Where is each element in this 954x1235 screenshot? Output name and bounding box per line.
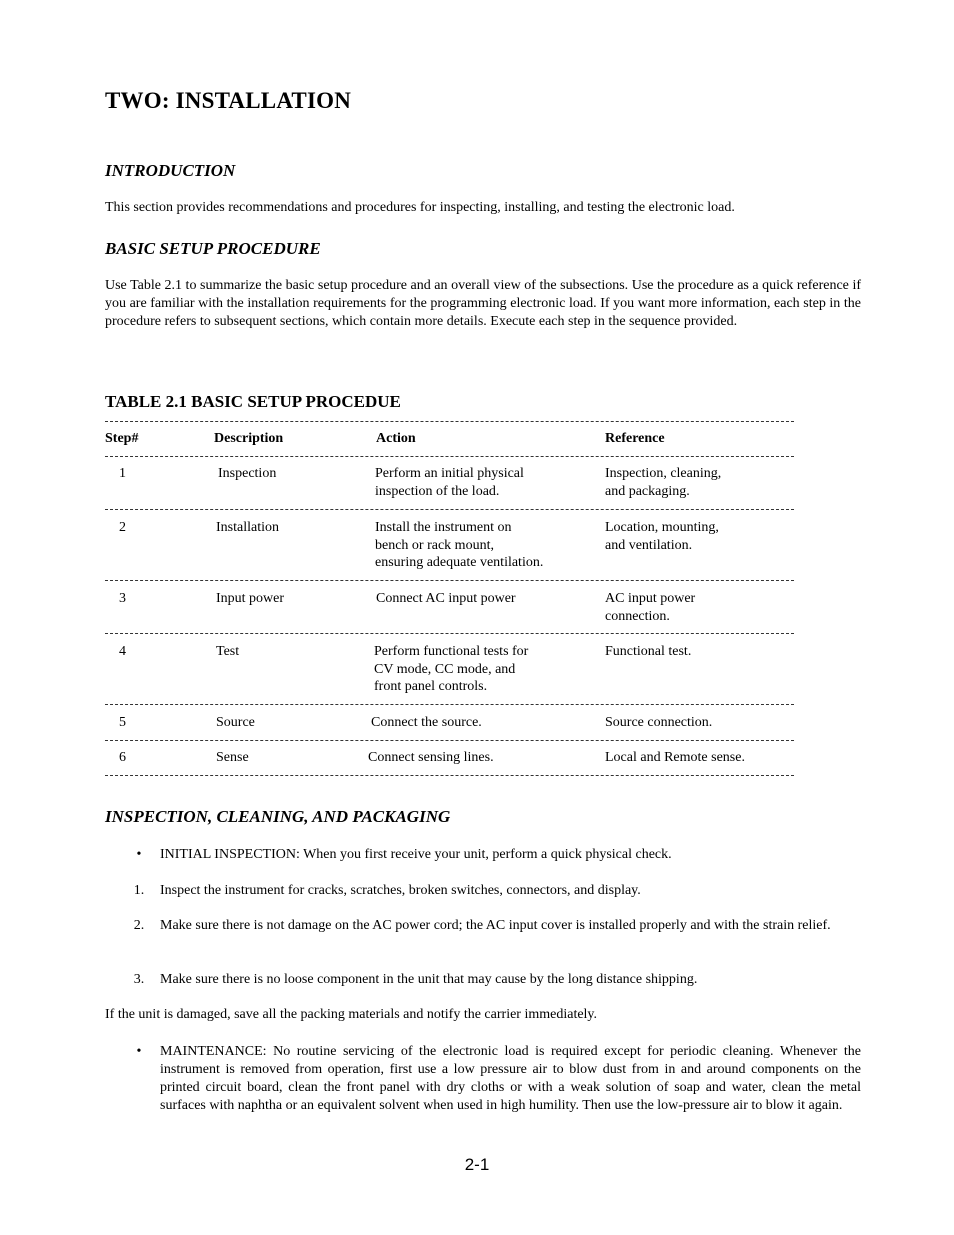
row-1-action [375, 465, 524, 500]
row-3-action [376, 590, 516, 608]
inspection-heading: INSPECTION, CLEANING, AND PACKAGING [105, 807, 451, 826]
row-3-reference [605, 590, 695, 625]
row-1-description: Inspection [218, 466, 277, 481]
step-1-marker: 1. [133, 883, 145, 898]
introduction-text: This section provides recommendations and procedures for inspecting, installing, and testing the electronic load. [105, 200, 735, 215]
step-2-marker: 2. [133, 918, 145, 933]
row-1-reference [605, 465, 721, 500]
row-5-reference [605, 714, 712, 732]
row-5-description: Source [216, 715, 255, 730]
basic-setup-heading: BASIC SETUP PROCEDURE [105, 239, 321, 258]
header-description: Description [214, 431, 284, 446]
row-2-reference-line: Location, mounting, [605, 520, 719, 535]
damaged-note: If the unit is damaged, save all the packing materials and notify the carrier immediately. [105, 1007, 598, 1022]
table-title: TABLE 2.1 BASIC SETUP PROCEDUE [105, 392, 401, 411]
table-divider [105, 775, 794, 776]
row-6-reference-line: Local and Remote sense. [605, 750, 745, 765]
row-2-reference [605, 519, 719, 554]
chapter-title: TWO: INSTALLATION [105, 88, 352, 113]
row-5-reference-line: Source connection. [605, 715, 713, 730]
row-6-action [368, 749, 494, 767]
basic-setup-text: Use Table 2.1 to summarize the basic setup procedure and an overall view of the subsections. Use the procedure as a quick reference if you are familiar with the installation requirements for the programming electronic load. If you want more information, each step in the procedure refers to subsequent sections, which contain more details. Execute each step in the sequence provided. [105, 278, 861, 329]
row-4-description: Test [216, 644, 240, 659]
row-2-action-line: bench or rack mount, [375, 537, 494, 553]
initial-inspection-text: INITIAL INSPECTION: When you first receive your unit, perform a quick physical check. [160, 847, 672, 862]
row-6-step: 6 [119, 750, 126, 765]
row-4-action-line: CV mode, CC mode, and [374, 661, 516, 677]
row-6-reference [605, 749, 745, 767]
row-3-reference-line: AC input power [605, 591, 696, 606]
row-6-action-line: Connect sensing lines. [368, 750, 494, 765]
row-4-action-line: Perform functional tests for [374, 644, 529, 659]
row-4-reference-line: Functional test. [605, 644, 692, 659]
header-step: Step# [105, 431, 139, 446]
row-1-step: 1 [119, 466, 126, 481]
row-3-action-line: Connect AC input power [376, 591, 516, 606]
row-3-description: Input power [216, 591, 285, 606]
table-divider [105, 740, 794, 741]
row-4-reference [605, 643, 691, 661]
row-5-action-line: Connect the source. [371, 715, 482, 730]
step-2-text: Make sure there is not damage on the AC power cord; the AC input cover is installed properly and with the strain relief. [160, 918, 831, 933]
row-1-action-line: inspection of the load. [375, 483, 500, 499]
page-number: 2-1 [464, 1155, 490, 1174]
row-2-step: 2 [119, 520, 126, 535]
row-1-reference-line: Inspection, cleaning, [605, 466, 722, 481]
row-3-step: 3 [119, 591, 126, 606]
row-4-action [374, 643, 528, 696]
bullet-marker: • [136, 1044, 142, 1059]
row-5-action [371, 714, 482, 732]
row-1-reference-line: and packaging. [605, 483, 690, 499]
row-2-action-line: Install the instrument on [375, 520, 512, 535]
header-reference: Reference [605, 431, 665, 446]
table-divider [105, 421, 794, 422]
bullet-marker: • [136, 847, 142, 862]
header-action: Action [376, 431, 416, 446]
table-divider [105, 704, 794, 705]
maintenance-text: MAINTENANCE: No routine servicing of the electronic load is required except for periodic cleaning. Whenever the instrument is removed from operation, first use a low pressure air to blow dust from in and around components on the printed circuit board, clean the front panel with dry cloths or with a weak solution of soap and water, clean the metal surfaces with naphtha or an equivalent solvent when used in high humility. Then use the low-pressure air to blow it again. [160, 1044, 861, 1113]
row-2-description: Installation [216, 520, 279, 535]
row-6-description: Sense [216, 750, 249, 765]
row-5-step: 5 [119, 715, 126, 730]
row-2-action-line: ensuring adequate ventilation. [375, 555, 544, 570]
table-divider [105, 456, 794, 457]
step-1-text: Inspect the instrument for cracks, scratches, broken switches, connectors, and display. [160, 883, 641, 898]
row-3-reference-line: connection. [605, 608, 670, 624]
row-2-action [375, 519, 543, 572]
row-2-reference-line: and ventilation. [605, 537, 693, 553]
row-4-action-line: front panel controls. [374, 679, 488, 694]
step-3-marker: 3. [133, 972, 145, 987]
table-divider [105, 633, 794, 634]
table-divider [105, 509, 794, 510]
introduction-heading: INTRODUCTION [105, 161, 236, 180]
step-3-text: Make sure there is no loose component in the unit that may cause by the long distance shipping. [160, 972, 698, 987]
table-divider [105, 580, 794, 581]
row-4-step: 4 [119, 644, 126, 659]
row-1-action-line: Perform an initial physical [375, 466, 524, 481]
